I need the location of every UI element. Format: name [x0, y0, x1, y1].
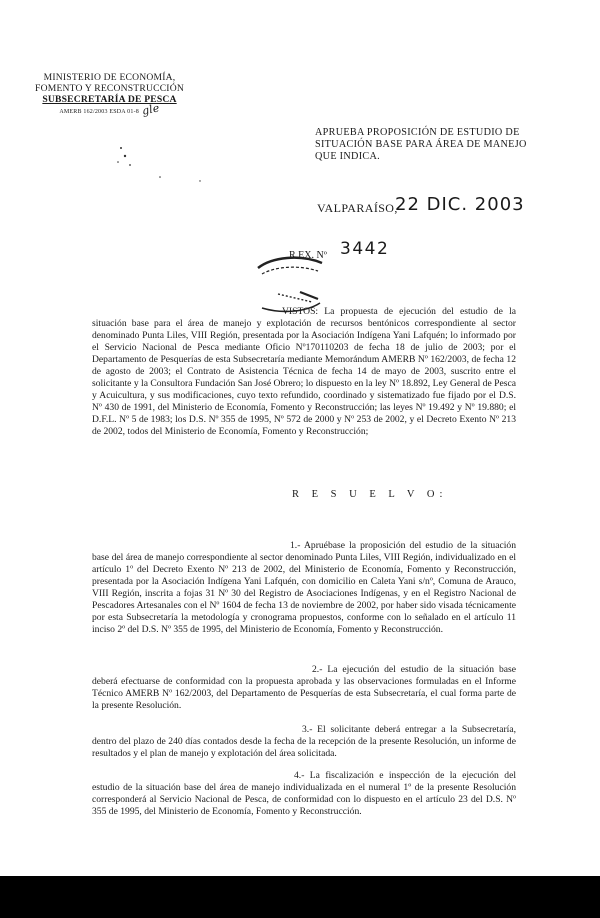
resolution-article-2: 2.- La ejecución del estudio de la situación base deberá efectuarse de conformidad con la propuesta aprobada y las observaciones formuladas en el Informe Técnico AMERB Nº 162/2003, del Departamento de Pesquerías de esta Subsecretaría, el cual forma parte de la presente Resolución. [92, 664, 516, 711]
resolution-article-3: 3.- El solicitante deberá entregar a la Subsecretaría, dentro del plazo de 240 días contados desde la fecha de la recepción de la presente Resolución, un informe de resultados y el plan de manejo y explotación del área solicitada. [92, 724, 516, 759]
place-label: VALPARAÍSO, [317, 201, 398, 215]
date-stamp: 22 DIC. 2003 [395, 194, 525, 215]
resolution-article-4: 4.- La fiscalización e inspección de la ejecución del estudio de la situación base del área de manejo individualizada en el numeral 1º de la presente Resolución corresponderá al Servicio Nacional de Pesca, de conformidad con lo dispuesto en el artículo 23 del D.S. Nº 355 de 1995, del Ministerio de Economía, Fomento y Reconstrucción. [92, 770, 516, 817]
resuelvo-heading: R E S U E L V O: [292, 489, 448, 500]
ministry-name-line2: FOMENTO Y RECONSTRUCCIÓN [35, 83, 184, 94]
handwritten-initials: gle [140, 101, 161, 118]
reference-code-text: AMERB 162/2003 ESDA 01-8 [59, 109, 139, 115]
subsecretaria-name: SUBSECRETARÍA DE PESCA [42, 94, 177, 105]
scan-specks [117, 147, 201, 182]
resolution-label: R.EX. Nº [289, 250, 327, 261]
scan-bottom-border [0, 876, 600, 918]
resolution-article-1: 1.- Apruébase la proposición del estudio de la situación base del área de manejo correspondiente al sector denominado Punta Liles, VIII Región, individualizado en el artículo 1º del Decreto Exento Nº 213 de 2002, del Ministerio de Economía, Fomento y Reconstrucción, presentada por la Asociación Indígena Yani Lafquén, con domicilio en Caleta Yani s/nº, Comuna de Arauco, VIII Región, inscrita a fojas 31 Nº 30 del Registro de Asociaciones Indígenas, y en el Registro Nacional de Pescadores Artesanales con el Nº 1604 de fecha 13 de noviembre de 2002, por haber sido visada técnicamente por esta Subsecretaría la metodología y cronograma propuestos, conforme con lo señalado en el artículo 11 inciso 2º del D.S. Nº 355 de 1995, del Ministerio de Economía, Fomento y Reconstrucción. [92, 540, 516, 635]
vistos-paragraph: VISTOS: La propuesta de ejecución del estudio de la situación base para el área de manejo y explotación de recursos bentónicos correspondiente al sector denominado Punta Liles, VIII Región, presentada por la Asociación Indígena Yani Lafquén; lo informado por el Servicio Nacional de Pesca mediante Oficio Nº170110203 de fecha 18 de julio de 2003; por el Departamento de Pesquerías de esta Subsecretaría mediante Memorándum AMERB Nº 162/2003, de fecha 12 de agosto de 2003; el Contrato de Asistencia Técnica de fecha 14 de mayo de 2003, suscrito entre el solicitante y la Consultora Fundación San José Obrero; lo dispuesto en la ley Nº 18.892, Ley General de Pesca y Acuicultura, y sus modificaciones, cuyo texto refundido, coordinado y sistematizado fue fijado por el D.S. Nº 430 de 1991, del Ministerio de Economía, Fomento y Reconstrucción; las leyes Nº 19.492 y Nº 19.880; el D.F.L. Nº 5 de 1983; los D.S. Nº 355 de 1995, Nº 572 de 2000 y Nº 253 de 2002, y el Decreto Exento Nº 213 de 2002, todos del Ministerio de Economía, Fomento y Reconstrucción; [92, 306, 516, 437]
ministry-name-line1: MINISTERIO DE ECONOMÍA, [43, 72, 176, 83]
resolution-subject: APRUEBA PROPOSICIÓN DE ESTUDIO DE SITUACIÓN BASE PARA ÁREA DE MANEJO QUE INDICA. [315, 127, 527, 162]
official-seal-stamp [258, 258, 322, 312]
resolution-number-stamp: 3442 [340, 239, 390, 259]
